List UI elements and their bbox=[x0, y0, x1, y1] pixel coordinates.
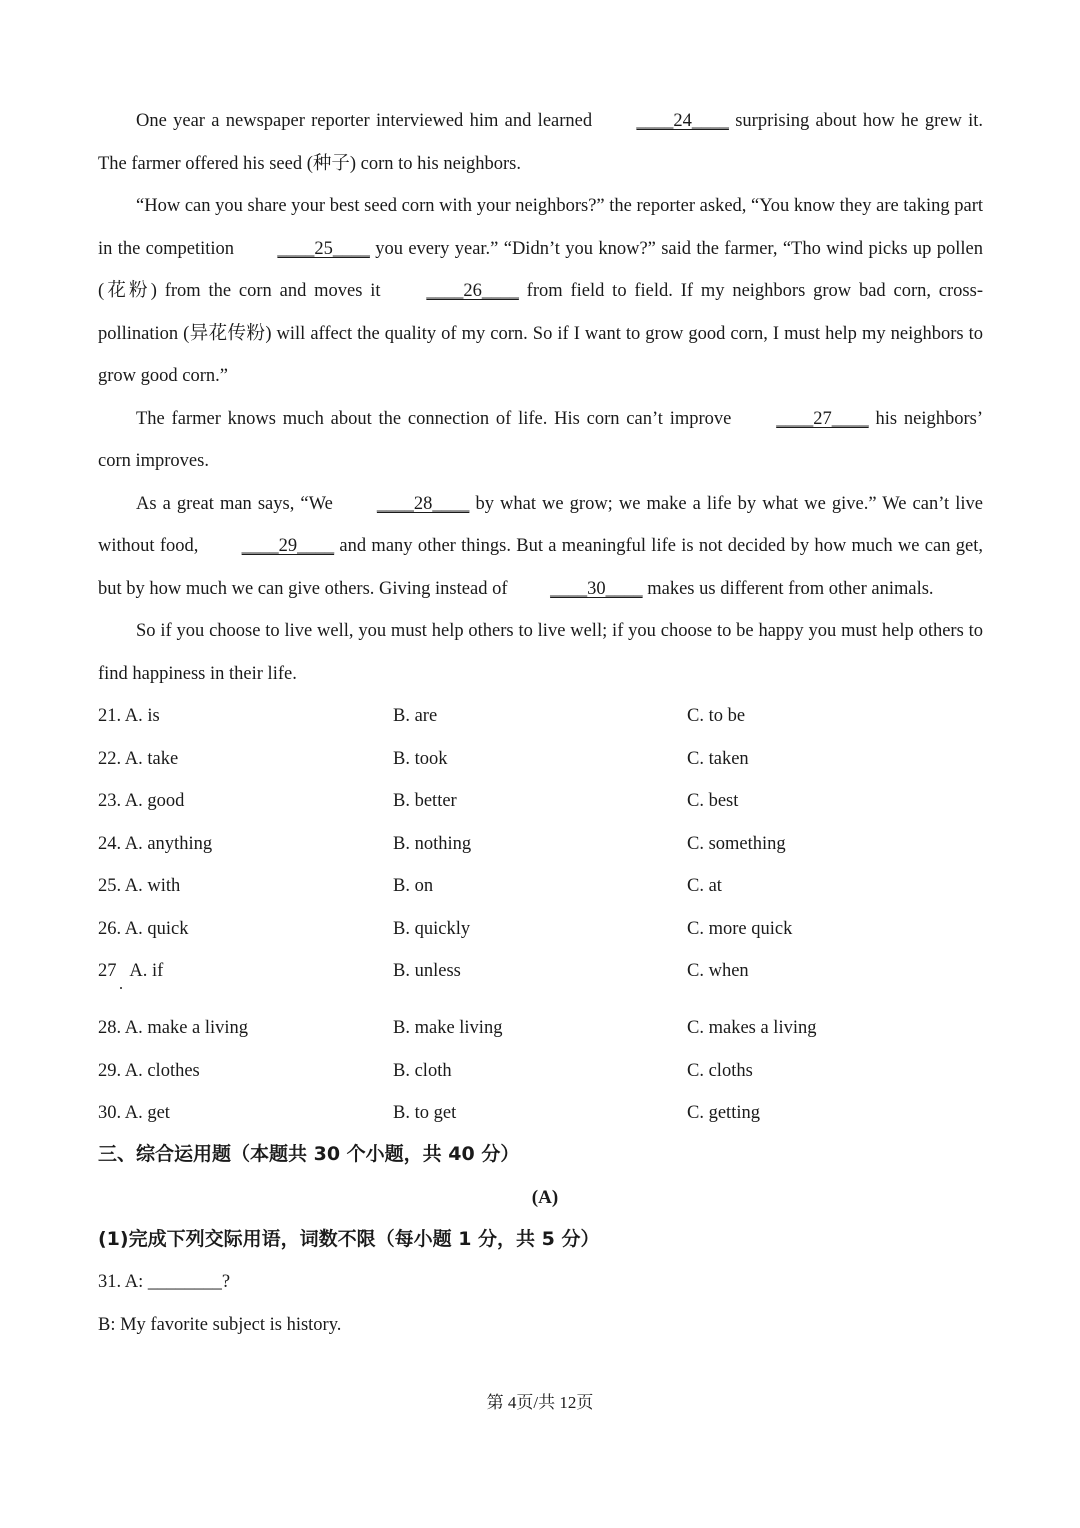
option-a: 29. A. clothes bbox=[98, 1060, 200, 1081]
option-b: B. nothing bbox=[393, 833, 472, 854]
blank-26: ____26____ bbox=[426, 281, 519, 301]
passage-text: surprising about how he grew it. The farmer offered his seed (种子) corn to his neighbors. bbox=[98, 111, 983, 174]
section-heading: 三、综合运用题（本题共 30 个小题，共 40 分） bbox=[98, 1143, 520, 1165]
option-b: B. took bbox=[393, 748, 448, 769]
option-a: 28. A. make a living bbox=[98, 1018, 249, 1038]
option-b: B. to get bbox=[393, 1103, 457, 1123]
option-c: C. best bbox=[687, 791, 739, 811]
option-row-23 bbox=[98, 780, 998, 823]
option-c: C. to be bbox=[687, 706, 746, 726]
question-31-a: 31. A: ________? bbox=[98, 1272, 231, 1292]
passage-paragraph-2 bbox=[98, 185, 983, 398]
option-a: 26. A. quick bbox=[98, 918, 189, 939]
answer-options bbox=[98, 695, 998, 1135]
passage-paragraph-3 bbox=[98, 398, 983, 483]
blank-28: ____28____ bbox=[376, 493, 470, 514]
option-c: C. at bbox=[687, 876, 722, 896]
option-a: 24. A. anything bbox=[98, 833, 213, 854]
passage-text: makes us different from other animals. bbox=[642, 578, 934, 599]
option-c: C. getting bbox=[687, 1103, 760, 1123]
stray-dot-mark bbox=[120, 987, 122, 989]
option-c: C. taken bbox=[687, 748, 749, 769]
option-row-29 bbox=[98, 1050, 998, 1093]
part-1-instructions: (1)完成下列交际用语，词数不限（每小题 1 分，共 5 分） bbox=[98, 1228, 600, 1250]
blank-25: ____25____ bbox=[277, 238, 370, 259]
blank-27: ____27____ bbox=[776, 408, 869, 429]
option-row-25 bbox=[98, 865, 998, 908]
passage-paragraph-1 bbox=[98, 100, 983, 185]
option-a: 23. A. good bbox=[98, 791, 185, 811]
passage-text: from field to field. If my neighbors grow bad corn, cross-pollination (异花传粉) will affect the quality of my corn. So if I want to grow good corn, I must help my neighbors to grow good corn.” bbox=[98, 281, 983, 386]
option-c: C. when bbox=[687, 961, 749, 981]
option-b: B. better bbox=[393, 791, 457, 811]
option-b: B. quickly bbox=[393, 918, 471, 939]
option-row-21 bbox=[98, 695, 998, 738]
blank-24: ____24____ bbox=[636, 111, 729, 131]
blank-29: ____29____ bbox=[241, 536, 335, 556]
blank-30: ____30____ bbox=[550, 578, 643, 599]
passage-text: you every year.” “Didn’t you know?” said the farmer, “Tho wind picks up pollen (花粉) from the corn and moves it bbox=[98, 238, 983, 301]
cloze-passage bbox=[98, 100, 983, 695]
passage-text: his neighbors’ corn improves. bbox=[98, 408, 983, 471]
subsection-a-heading: (A) bbox=[531, 1187, 559, 1208]
passage-text: by what we grow; we make a life by what we give.” We can’t live without food, bbox=[98, 493, 983, 556]
option-b: B. cloth bbox=[393, 1060, 452, 1081]
option-b: B. are bbox=[393, 706, 438, 726]
option-a: 21. A. is bbox=[98, 706, 160, 726]
option-c: C. makes a living bbox=[687, 1018, 817, 1038]
option-b: B. make living bbox=[393, 1018, 503, 1038]
option-a: 25. A. with bbox=[98, 876, 181, 896]
passage-text: and many other things. But a meaningful life is not decided by how much we can get, but by how much we can give others. Giving instead of bbox=[98, 536, 983, 599]
question-31-b: B: My favorite subject is history. bbox=[98, 1315, 342, 1335]
option-row-22 bbox=[98, 738, 998, 781]
passage-paragraph-4 bbox=[98, 483, 983, 611]
option-a: 27 A. if bbox=[98, 961, 164, 981]
passage-text: The farmer knows much about the connection of life. His corn can’t improve bbox=[136, 408, 739, 429]
page-footer: 第 4页/共 12页 bbox=[486, 1393, 594, 1412]
passage-text: One year a newspaper reporter interviewed him and learned bbox=[136, 111, 599, 131]
option-a: 22. A. take bbox=[98, 748, 179, 769]
option-a: 30. A. get bbox=[98, 1103, 170, 1123]
option-c: C. something bbox=[687, 833, 786, 854]
option-row-28 bbox=[98, 1007, 998, 1050]
passage-paragraph-5: So if you choose to live well, you must help others to live well; if you choose to be happy you must help others to find happiness in their life. bbox=[98, 621, 983, 684]
option-c: C. cloths bbox=[687, 1060, 753, 1081]
option-row-26 bbox=[98, 908, 998, 951]
option-b: B. unless bbox=[393, 961, 461, 981]
option-b: B. on bbox=[393, 876, 434, 896]
option-row-30 bbox=[98, 1092, 998, 1135]
passage-text: “How can you share your best seed corn with your neighbors?” the reporter asked, “You know they are taking part in the competition bbox=[98, 196, 983, 259]
passage-text: As a great man says, “We bbox=[136, 493, 339, 514]
option-row-24 bbox=[98, 823, 998, 866]
option-row-27 bbox=[98, 950, 998, 1007]
option-c: C. more quick bbox=[687, 918, 793, 939]
